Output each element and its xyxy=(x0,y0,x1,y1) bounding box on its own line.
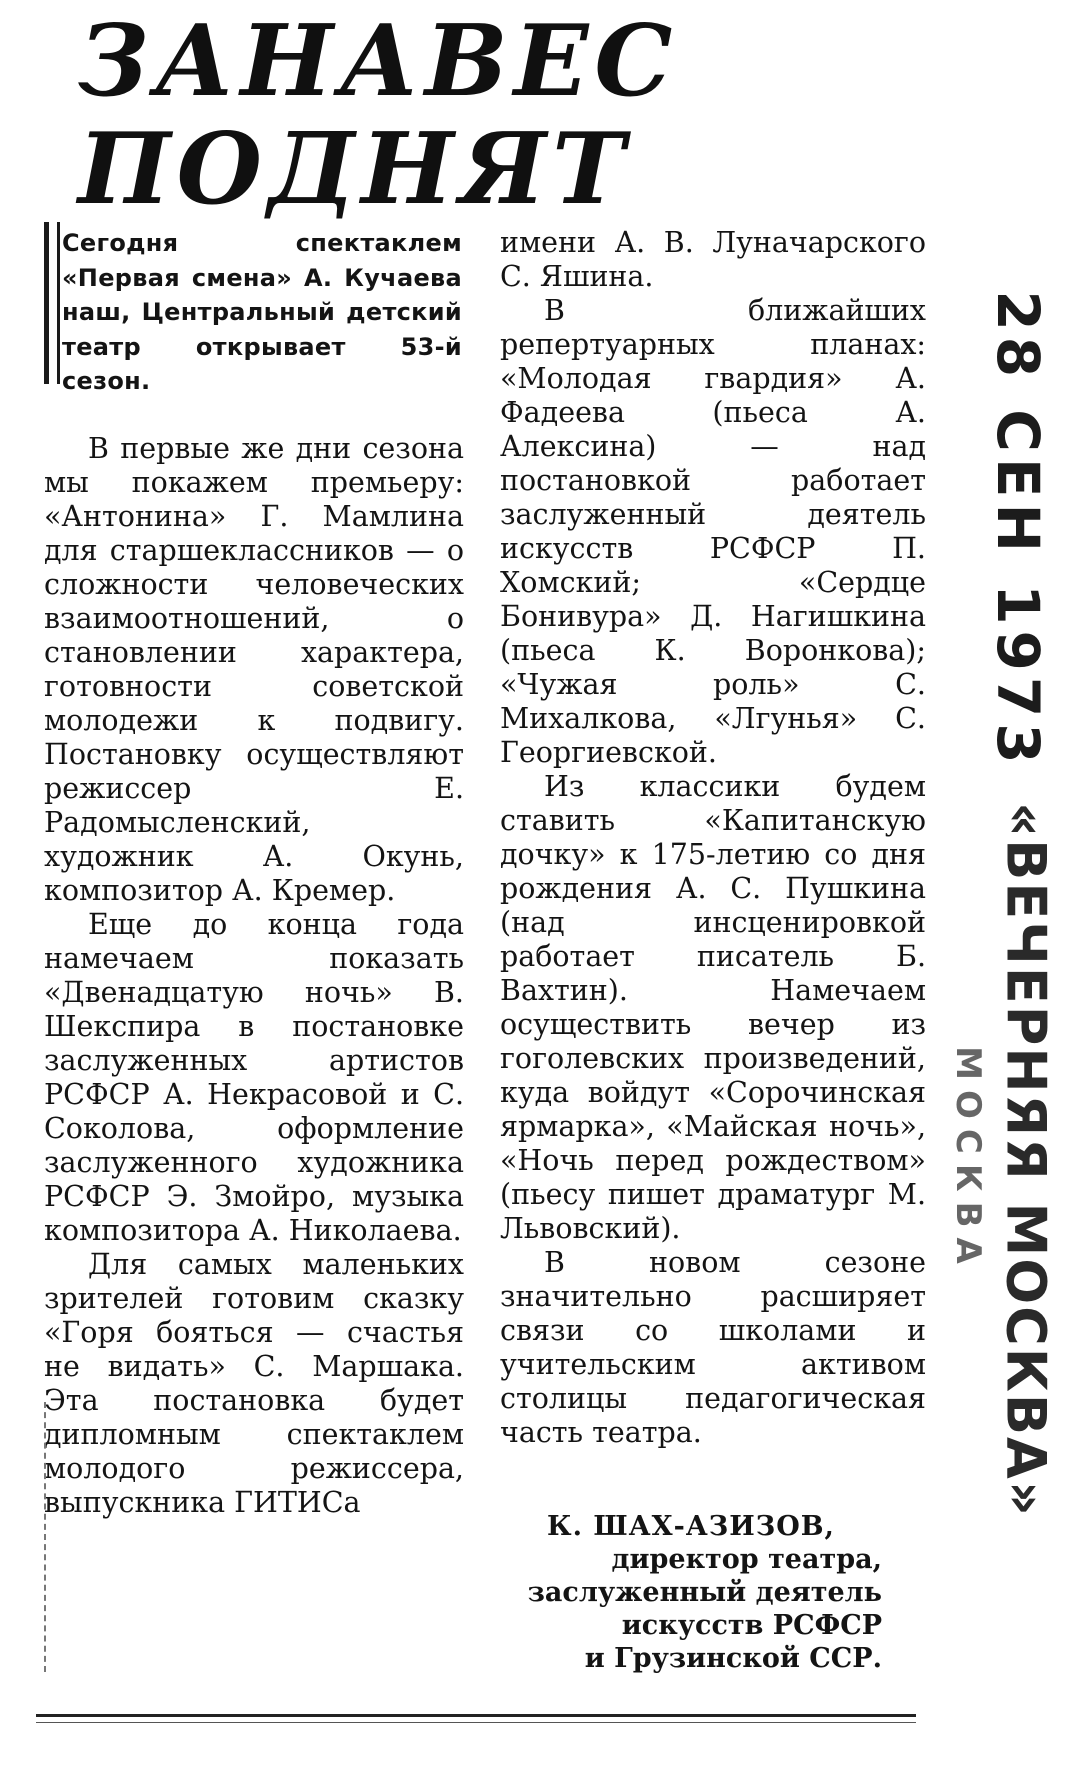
paragraph: В первые же дни сезона мы покажем премьеру: «Антонина» Г. Мамлина для старшеклассников — о сложности человеческих взаимоотношений, о становлении характера, готовности советской молодежи к подвигу. Постановку осуществляют режиссер Е. Радомысленский, художник А. Окунь, композитор А. Кремер. xyxy=(44,432,464,907)
paragraph: В новом сезоне значительно расширяет связи со школами и учительским активом столицы педагогическая часть театра. xyxy=(500,1246,926,1449)
stamp-city: МОСКВА xyxy=(948,1046,988,1274)
lead-marker-bar xyxy=(44,222,60,384)
article-column-right xyxy=(500,226,926,1450)
stamp-newspaper: «ВЕЧЕРНЯЯ МОСКВА» xyxy=(994,802,1058,1518)
archive-stamp xyxy=(948,290,1068,1518)
paragraph-continued: имени А. В. Луначарского С. Яшина. xyxy=(500,226,926,293)
author-name: К. ШАХ-АЗИЗОВ, xyxy=(547,1511,835,1542)
column-divider xyxy=(44,1402,46,1672)
headline: ЗАНАВЕС ПОДНЯТ xyxy=(78,4,679,227)
bottom-rule-thin xyxy=(36,1722,916,1723)
author-title-line: директор театра, xyxy=(611,1544,882,1575)
lead-paragraph: Сегодня спектаклем «Первая смена» А. Кучаева наш, Центральный детский театр открывает 53-й сезон. xyxy=(62,229,462,395)
author-title-line: и Грузинской ССР. xyxy=(584,1643,882,1674)
paragraph: Еще до конца года намечаем показать «Двенадцатую ночь» В. Шекспира в постановке заслуженных артистов РСФСР А. Некрасовой и С. Соколова, оформление заслуженного художника РСФСР Э. Змойро, музыка композитора А. Николаева. xyxy=(44,908,464,1247)
paragraph: Из классики будем ставить «Капитанскую дочку» к 175-летию со дня рождения А. С. Пушкина (над инсценировкой работает писатель Б. Вахтин). Намечаем осуществить вечер из гоголевских произведений, куда войдут «Сорочинская ярмарка», «Майская ночь», «Ночь перед рождеством» (пьесу пишет драматург М. Львовский). xyxy=(500,770,926,1245)
author-title-line: заслуженный деятель xyxy=(527,1577,882,1608)
paragraph: Для самых маленьких зрителей готовим сказку «Горя бояться — счастья не видать» С. Маршака. Эта постановка будет дипломным спектаклем молодого режиссера, выпускника ГИТИСа xyxy=(44,1248,464,1519)
article-column-left xyxy=(44,432,464,1520)
bottom-rule xyxy=(36,1714,916,1717)
stamp-date: 28 СЕН 1973 xyxy=(984,290,1052,770)
paragraph: В ближайших репертуарных планах: «Молодая гвардия» А. Фадеева (пьеса А. Алексина) — над постановкой работает заслуженный деятель искусств РСФСР П. Хомский; «Сердце Бонивура» Д. Нагишкина (пьеса К. Воронкова); «Чужая роль» С. Михалкова, «Лгунья» С. Георгиевской. xyxy=(500,294,926,769)
author-title-line: искусств РСФСР xyxy=(621,1610,882,1641)
signature-block xyxy=(500,1510,882,1675)
